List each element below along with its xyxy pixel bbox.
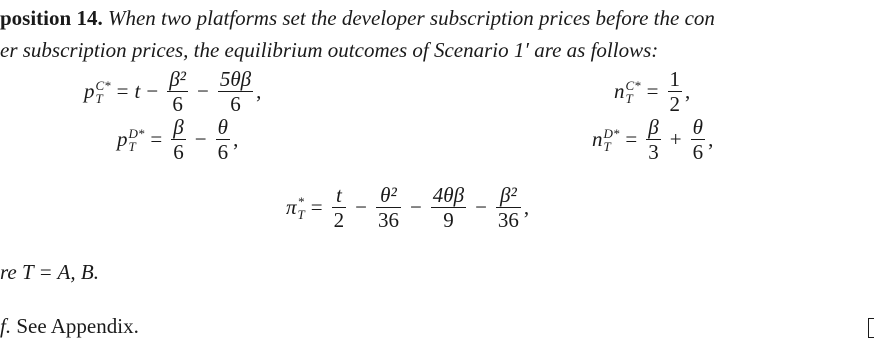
pd-lhs: p [117, 127, 128, 152]
nc-lhs-sup: C* [625, 77, 641, 93]
pd-lhs-scripts [129, 127, 145, 153]
qed-square-icon [868, 318, 874, 338]
minus-sign: − [355, 195, 367, 220]
nd-frac-1-den: 3 [648, 140, 659, 165]
equals-sign: = [625, 127, 638, 152]
nd-lhs-scripts [604, 127, 620, 153]
proposition-label: position 14. [0, 6, 103, 30]
pd-frac-1-num: β [173, 115, 184, 139]
pi-frac-2-den: 36 [377, 208, 399, 233]
proof-text: See Appendix. [16, 314, 139, 338]
proof-label: f. [0, 314, 12, 338]
plus-sign: + [669, 127, 682, 152]
pi-frac-3-den: 9 [443, 208, 454, 233]
pi-frac-4 [496, 184, 521, 231]
equation-p-d [117, 116, 238, 163]
proposition-line-2: er subscription prices, the equilibrium outcomes of Scenario 1′ are as follows: [0, 38, 659, 62]
pc-lhs-scripts [96, 79, 111, 105]
nc-frac [668, 68, 683, 115]
equation-n-c [614, 68, 690, 115]
pd-frac-2-den: 6 [217, 140, 229, 165]
equals-sign: = [310, 195, 323, 220]
pi-lhs-sup: * [297, 193, 305, 209]
equation-pi [286, 184, 529, 231]
equation-n-d [592, 116, 713, 163]
comma: , [256, 79, 262, 104]
pd-lhs-sub: T [128, 138, 136, 154]
proposition-text-1: When two platforms set the developer subscription prices before the con [107, 6, 715, 30]
pi-frac-3-num: 4θβ [432, 183, 465, 207]
pi-lhs-sub: T [297, 206, 305, 222]
minus-sign: − [194, 127, 207, 152]
where-line: re T = A, B. [0, 260, 99, 284]
pi-frac-1-den: 2 [333, 208, 345, 233]
nd-lhs-sup: D* [603, 125, 620, 141]
pc-lhs-sup: C* [95, 77, 111, 93]
nc-frac-num: 1 [669, 67, 681, 91]
nd-frac-1 [646, 116, 661, 163]
equals-sign: = [150, 127, 163, 152]
pi-frac-4-num: β² [500, 183, 517, 207]
nc-lhs-scripts [626, 79, 641, 105]
equation-p-c [84, 68, 261, 115]
nc-lhs-sub: T [625, 90, 633, 106]
pd-frac-2 [216, 116, 231, 163]
proposition-line-1 [0, 8, 715, 29]
minus-sign: − [196, 79, 209, 104]
proof-line [0, 316, 139, 337]
comma: , [708, 127, 714, 152]
pc-t: t [134, 79, 141, 104]
comma: , [523, 195, 530, 220]
pc-frac-1-den: 6 [172, 92, 183, 117]
pc-frac-1-num: β² [169, 67, 186, 91]
pc-frac-2-num: 5θβ [219, 67, 252, 91]
nd-frac-2-den: 6 [692, 140, 704, 165]
pc-frac-1 [167, 68, 188, 115]
nd-frac-2 [691, 116, 706, 163]
pd-lhs-sup: D* [128, 125, 145, 141]
comma: , [233, 127, 239, 152]
minus-sign: − [146, 79, 159, 104]
minus-sign: − [409, 195, 422, 220]
pi-frac-2 [376, 184, 401, 231]
nd-lhs-sub: T [603, 138, 611, 154]
pi-frac-2-num: θ² [380, 183, 397, 207]
pc-frac-2-den: 6 [230, 92, 241, 117]
pi-frac-4-den: 36 [497, 208, 519, 233]
pc-frac-2 [218, 68, 253, 115]
equals-sign: = [646, 79, 659, 104]
pd-frac-2-num: θ [217, 115, 228, 139]
pi-frac-1 [332, 184, 347, 231]
comma: , [685, 79, 691, 104]
equals-sign: = [116, 79, 129, 104]
minus-sign: − [475, 195, 487, 220]
pi-lhs-scripts [298, 195, 305, 221]
pc-lhs: p [84, 79, 95, 104]
pc-lhs-sub: T [95, 90, 103, 106]
pi-lhs: π [286, 195, 297, 220]
pi-frac-1-num: t [335, 183, 342, 207]
nd-frac-1-num: β [648, 115, 659, 139]
pd-frac-1-den: 6 [173, 140, 184, 165]
nc-lhs: n [614, 79, 625, 104]
nd-frac-2-num: θ [692, 115, 703, 139]
nd-lhs: n [592, 127, 603, 152]
pi-frac-3 [431, 184, 466, 231]
pd-frac-1 [171, 116, 186, 163]
nc-frac-den: 2 [669, 92, 681, 117]
